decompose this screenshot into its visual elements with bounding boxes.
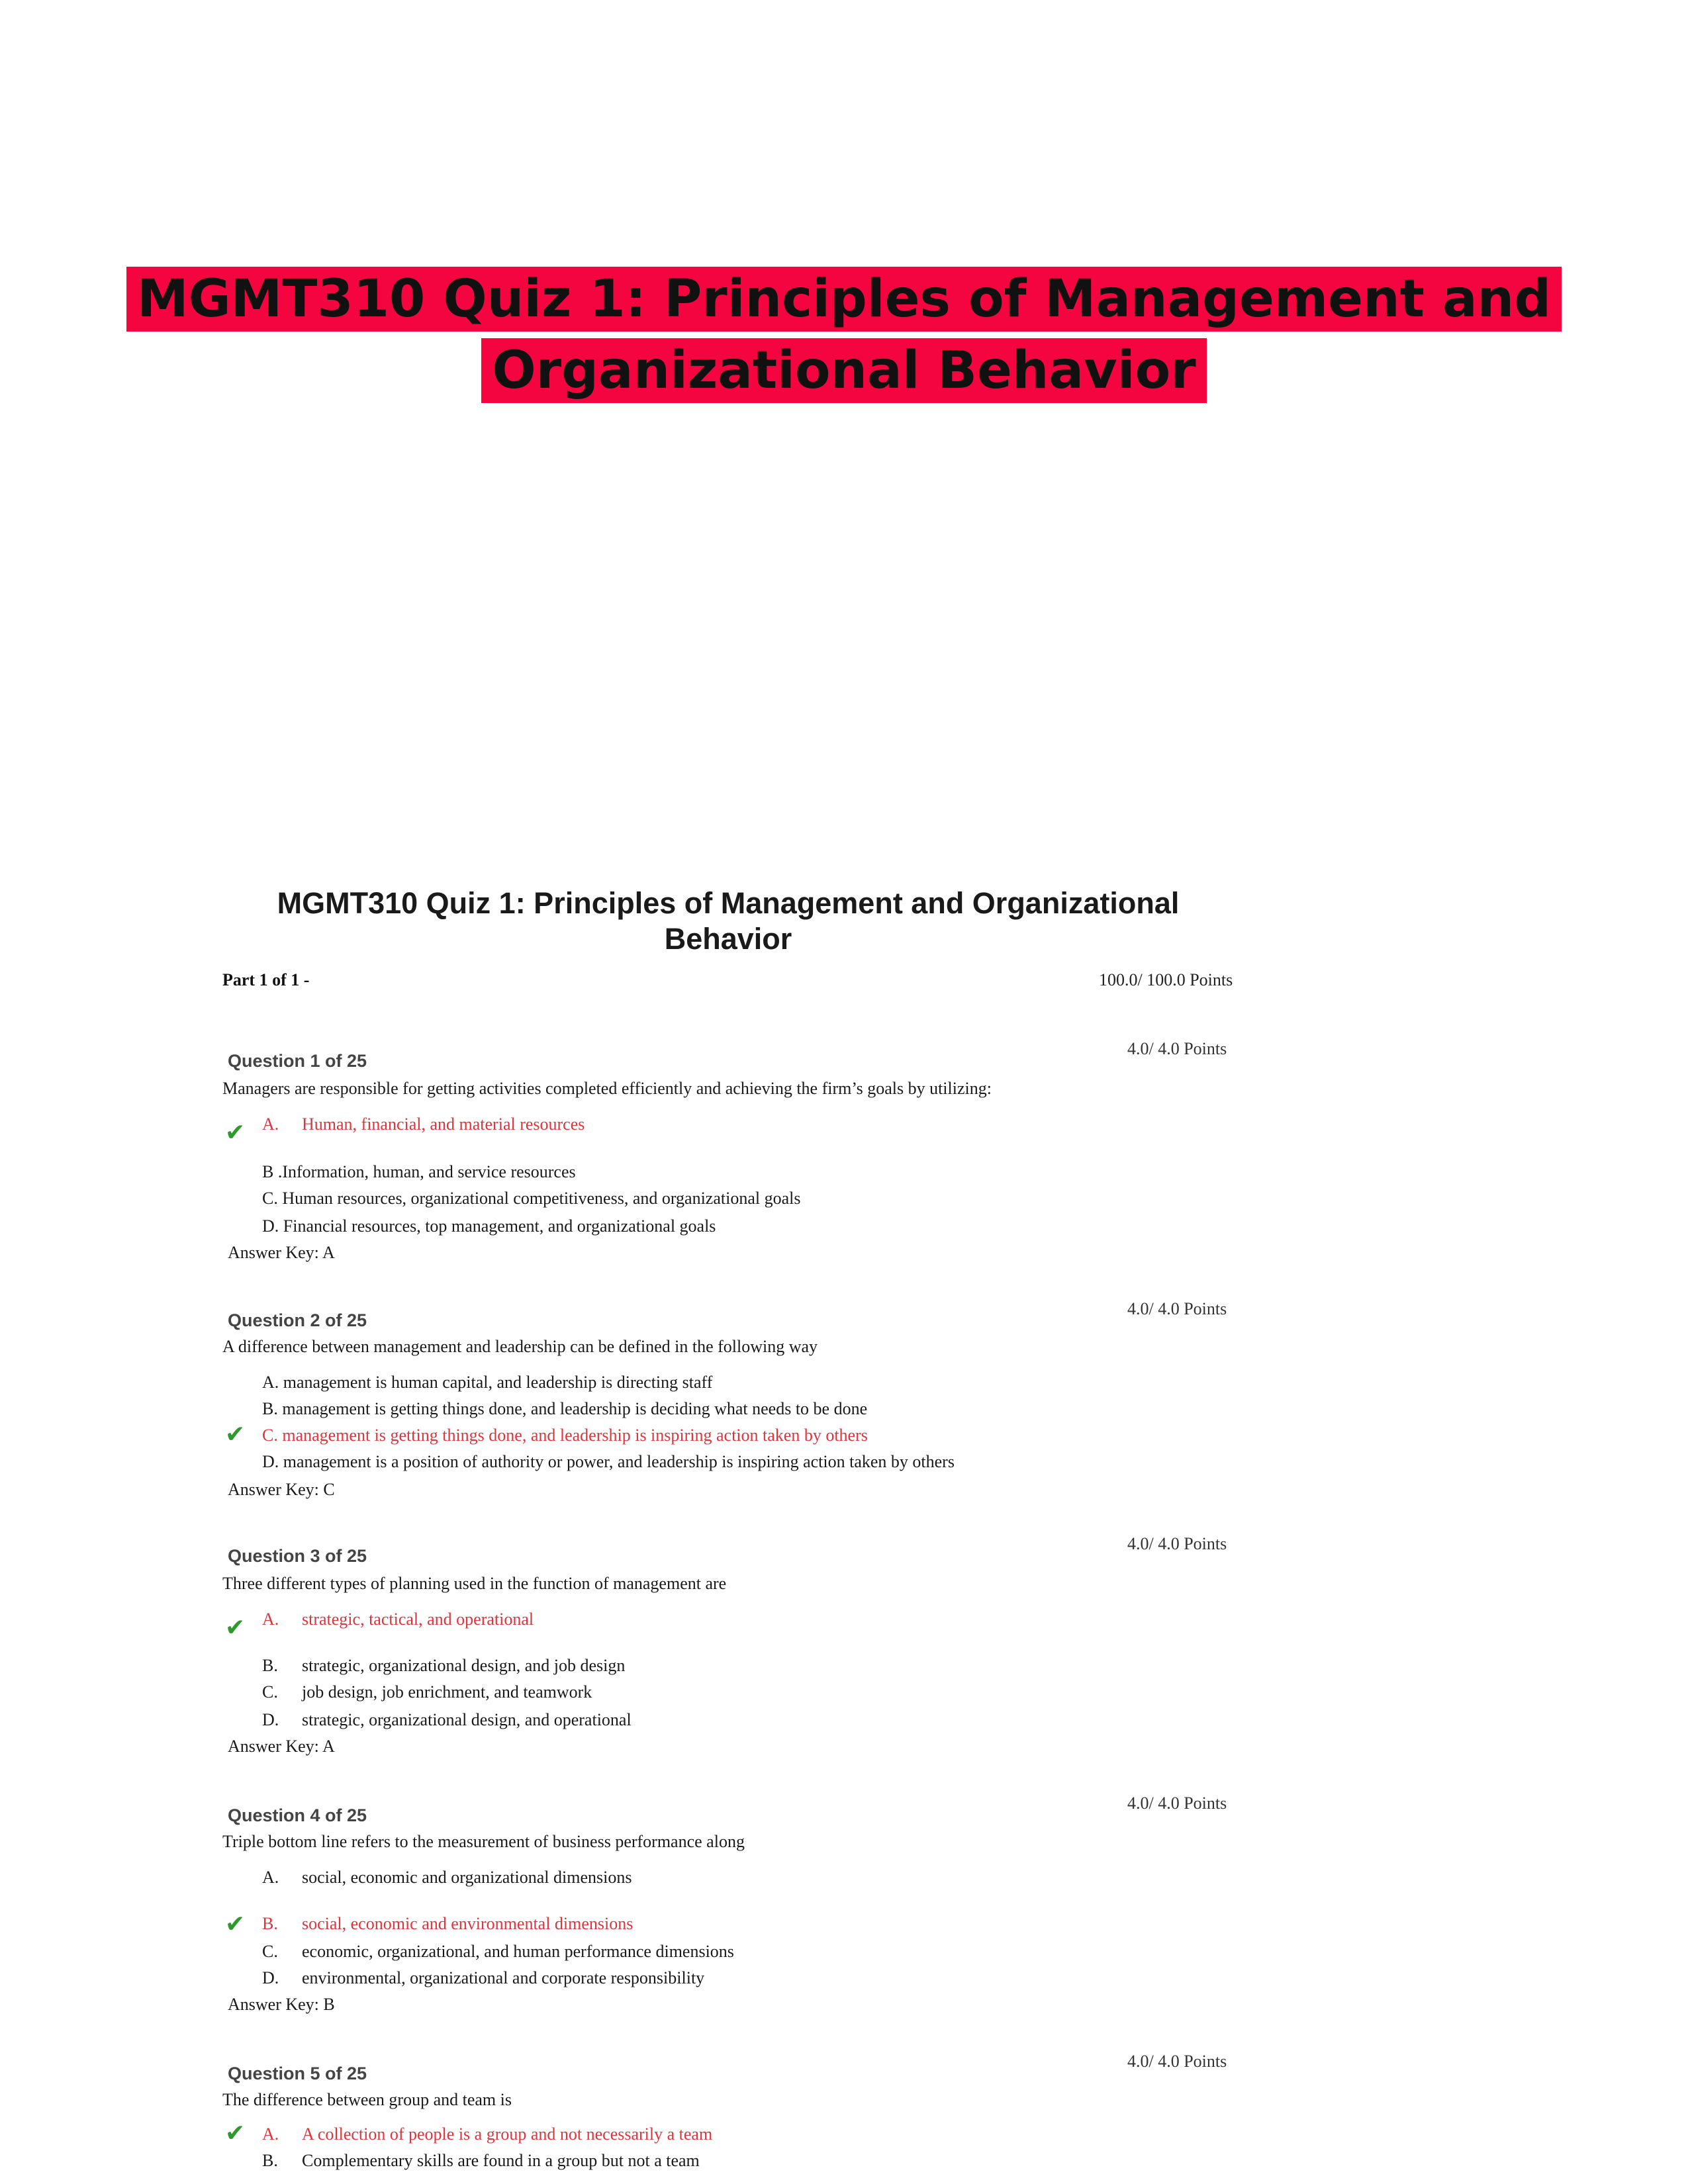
question-points: 4.0/ 4.0 Points	[1127, 1039, 1227, 1058]
option-text: management is getting things done, and leadership is inspiring action taken by others	[282, 1426, 868, 1445]
option-text: Financial resources, top management, and organizational goals	[283, 1216, 716, 1236]
banner-title: MGMT310 Quiz 1: Principles of Management and Organizational Behavior	[126, 267, 1562, 403]
question-title: Question 3 of 25	[228, 1546, 367, 1566]
option-letter: A.	[262, 1115, 279, 1134]
question-title: Question 2 of 25	[228, 1310, 367, 1330]
question-points: 4.0/ 4.0 Points	[1127, 1299, 1227, 1318]
document-title: MGMT310 Quiz 1: Principles of Management and Organizational Behavior	[277, 886, 1180, 956]
option-text: Complementary skills are found in a group but not a team	[302, 2151, 700, 2170]
option-text: Human, financial, and material resources	[302, 1115, 585, 1134]
option-text: management is a position of authority or power, and leadership is inspiring action taken by others	[283, 1452, 955, 1471]
answer-option	[262, 2151, 700, 2171]
question-points: 4.0/ 4.0 Points	[1127, 1534, 1227, 1553]
option-text: strategic, organizational design, and operational	[302, 1710, 632, 1729]
correct-check-icon: ✔	[225, 2120, 246, 2147]
correct-check-icon: ✔	[225, 1421, 246, 1448]
question-text: A difference between management and leadership can be defined in the following way	[222, 1337, 818, 1356]
option-text: social, economic and organizational dimensions	[302, 1868, 632, 1887]
answer-option	[262, 1968, 704, 1988]
question-text: The difference between group and team is	[222, 2090, 512, 2109]
option-letter: B.	[262, 1914, 278, 1933]
option-text: job design, job enrichment, and teamwork	[302, 1682, 592, 1702]
answer-option	[262, 1710, 632, 1730]
option-letter: D.	[262, 1452, 279, 1471]
total-points: 100.0/ 100.0 Points	[1099, 970, 1233, 989]
option-text: social, economic and environmental dimensions	[302, 1914, 633, 1933]
option-letter: B .	[262, 1162, 283, 1181]
option-text: strategic, organizational design, and job design	[302, 1656, 626, 1675]
option-letter: D.	[262, 1710, 279, 1729]
answer-key: Answer Key: B	[228, 1995, 335, 2014]
option-letter: A.	[262, 1610, 279, 1629]
question-title: Question 5 of 25	[228, 2064, 367, 2083]
answer-option	[262, 1216, 716, 1236]
option-text: environmental, organizational and corporate responsibility	[302, 1968, 705, 1987]
question-text: Triple bottom line refers to the measurement of business performance along	[222, 1832, 745, 1851]
option-letter: B.	[262, 1656, 278, 1675]
answer-key: Answer Key: A	[228, 1243, 335, 1262]
answer-option	[262, 2124, 712, 2144]
option-letter: C.	[262, 1682, 278, 1702]
answer-option	[262, 1942, 734, 1962]
option-text: Human resources, organizational competitiveness, and organizational goals	[282, 1189, 801, 1208]
option-letter: C.	[262, 1189, 278, 1208]
correct-check-icon: ✔	[225, 1119, 246, 1146]
option-text: economic, organizational, and human performance dimensions	[302, 1942, 734, 1961]
answer-option	[262, 1189, 800, 1208]
correct-check-icon: ✔	[225, 1614, 246, 1641]
answer-option	[262, 1452, 955, 1472]
option-text: management is human capital, and leadership is directing staff	[283, 1373, 713, 1392]
answer-key: Answer Key: C	[228, 1480, 335, 1499]
option-letter: A.	[262, 1868, 279, 1887]
answer-option	[262, 1373, 712, 1392]
answer-option	[262, 1914, 633, 1934]
option-letter: D.	[262, 1968, 279, 1987]
answer-option	[262, 1610, 534, 1629]
option-letter: D.	[262, 1216, 279, 1236]
question-title: Question 4 of 25	[228, 1805, 367, 1825]
answer-option	[262, 1426, 868, 1445]
correct-check-icon: ✔	[225, 1911, 246, 1938]
answer-option	[262, 1868, 632, 1888]
question-points: 4.0/ 4.0 Points	[1127, 2052, 1227, 2071]
banner-title-block	[0, 263, 1688, 406]
answer-option	[262, 1682, 592, 1702]
question-title: Question 1 of 25	[228, 1051, 367, 1071]
answer-option	[262, 1656, 625, 1676]
option-text: Information, human, and service resources	[282, 1162, 576, 1181]
question-text: Managers are responsible for getting activities completed efficiently and achieving the firm’s goals by utilizing:	[222, 1079, 992, 1098]
option-letter: A.	[262, 2124, 279, 2144]
option-letter: A.	[262, 1373, 279, 1392]
option-text: strategic, tactical, and operational	[302, 1610, 534, 1629]
question-points: 4.0/ 4.0 Points	[1127, 1794, 1227, 1813]
option-letter: C.	[262, 1942, 278, 1961]
part-label: Part 1 of 1 -	[222, 970, 310, 989]
answer-option	[262, 1162, 576, 1182]
option-letter: B.	[262, 1399, 278, 1418]
answer-key: Answer Key: A	[228, 1737, 335, 1756]
option-text: management is getting things done, and leadership is deciding what needs to be done	[282, 1399, 868, 1418]
option-text: A collection of people is a group and not necessarily a team	[302, 2124, 713, 2144]
question-text: Three different types of planning used in the function of management are	[222, 1574, 727, 1593]
option-letter: B.	[262, 2151, 278, 2170]
option-letter: C.	[262, 1426, 278, 1445]
answer-option	[262, 1399, 867, 1419]
answer-option	[262, 1115, 585, 1134]
